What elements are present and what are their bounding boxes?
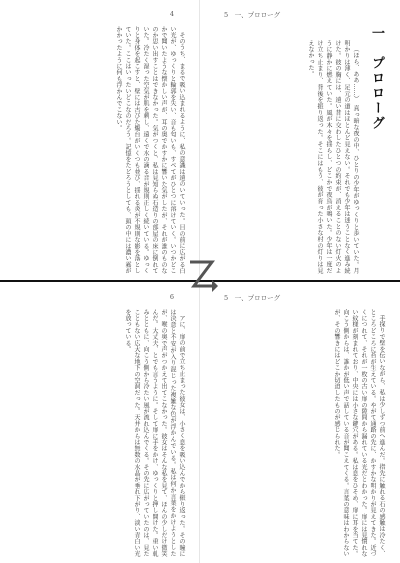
page-number: 6: [169, 293, 174, 301]
paragraph: （ほら、ああ……） 真っ暗な夜の中、ひとりの少年がゆっくりと歩いていた。月明かりは薄く、足元の道はほとんど見えない。それでも少年は迷うことなく進み続けた。彼の胸には、遠い昔に交わしたひとつの約束が、消えることのない灯火のように静かに燃えていた。風が木々を揺らし、どこかで夜鳥が鳴いた。少年は一度だけ立ち止まり、背後を振り返った。そこにはもう、彼が育った小さな村の灯りは見えなかった。: [307, 40, 359, 274]
running-header: 5 一、プロローグ: [224, 294, 281, 302]
page-bottom-right: [200, 283, 400, 563]
body-text: [212, 309, 386, 557]
chapter-title: 一 プロローグ: [369, 26, 384, 131]
paragraph: アに、扉の前で立ち止まった彼女は、小さく息を吸い込んでから振り返った。その瞳には決意と不安が入り混じった複雑な色が浮かんでいる。私は何か言葉をかけようとしたが、喉の奥で声がつかえて出てこなかった。彼女はそんな私を見て、ほんの少しだけ微笑んだ。大丈夫、とでも言うように。そして扉に手をかけ、ゆっくりと押し開けた。重い軋みとともに、向こう側から冷たい風が流れ込んでくる。その先に広がっていたのは、見たこともない広大な地下の空洞だった。天井からは無数の水晶が垂れ下がり、淡い青白い光を放っている。: [124, 309, 185, 557]
body-text: [12, 26, 186, 274]
page-bottom-left: [0, 283, 200, 563]
paragraph: そのうち、まるで吸い込まれるように、私の意識は遠のいていった。目の前に広がる白い光が、ゆっくりと輪郭を失い、音も匂いも、すべてがひとつに溶けていく。いつかどこかで聞いたような懐かしい声が、耳の奥でかすかに響いた気がしたが、それが誰のものなのか思い出すことはできなかった。気がつくと、私は見知らぬ石造りの部屋の床に倒れていた。冷たく湿った空気が肌を刺し、遠くで水の滴る音が規則正しく続いている。ゆっくりと身体を起こすと、壁には古びた燭台がいくつも並び、揺れる炎が不規則な影を落としていた。ここはいったいどこなのだろう。記憶をたどろうとしても、頭の中には濃い霧がかかったように何も浮かんでこない。: [115, 26, 185, 274]
body-text: [12, 309, 186, 557]
page-top-left: [0, 0, 200, 280]
body-text: [212, 40, 360, 274]
page-number: 4: [169, 10, 174, 18]
page-top-right: [200, 0, 400, 280]
running-header: 5 一、プロローグ: [224, 11, 281, 19]
page-flow-arrow-icon: [184, 258, 218, 304]
paragraph: 手探りで壁を伝いながら、私は少しずつ前へ進んだ。指先に触れる石の感触は冷たく、ところどころに苔が生えている。やがて通路の先に、かすかな明かりが見えてきた。近づくにつれて、それが一枚の古い扉の隙間から漏れている光だとわかった。扉には見慣れない紋様が刻まれており、中央には小さな鍵穴がある。私は息をひそめ、扉に耳を当てた。向こう側からは、誰かが低い声で話している音が聞こえてくる。言葉の意味はわからないが、その響きにはどこか切迫したものが感じられた。: [333, 309, 385, 557]
